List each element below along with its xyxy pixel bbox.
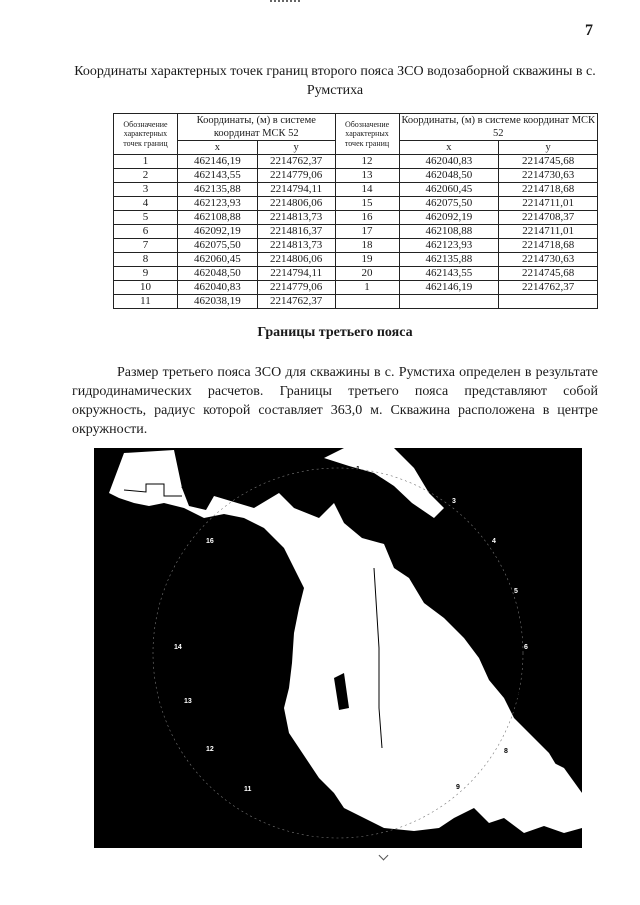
right-x-value: 462123,93 (399, 239, 499, 253)
right-y-value: 2214730,63 (499, 169, 598, 183)
right-y-value: 2214745,68 (499, 155, 598, 169)
page-number: 7 (585, 22, 593, 39)
left-x-value: 462075,50 (177, 239, 257, 253)
map-label-5: 5 (514, 588, 518, 595)
zone-map-image (94, 448, 582, 848)
table-row (114, 211, 598, 225)
right-point-id: 1 (335, 281, 399, 295)
table-row (114, 239, 598, 253)
left-point-id: 6 (114, 225, 178, 239)
left-x-value: 462092,19 (177, 225, 257, 239)
map-label-1: 1 (356, 466, 360, 473)
right-x-value: 462048,50 (399, 169, 499, 183)
section-heading: Границы третьего пояса (257, 325, 413, 340)
header-y-right: у (499, 141, 598, 155)
left-y-value: 2214794,11 (257, 183, 335, 197)
right-y-value: 2214730,63 (499, 253, 598, 267)
body-paragraph: Размер третьего пояса ЗСО для скважины в с. Румстиха определен в результате гидродинамических расчетов. Границы третьего пояса представляют собой окружность, радиус которой составляет 363,0 м. Скважина расположена в центре окружности. (72, 365, 598, 437)
right-x-value: 462060,45 (399, 183, 499, 197)
left-x-value: 462146,19 (177, 155, 257, 169)
right-y-value: 2214711,01 (499, 225, 598, 239)
table-row (114, 267, 598, 281)
header-coords-left: Координаты, (м) в системе координат МСК 52 (177, 114, 335, 141)
map-white-strip (324, 448, 444, 518)
right-y-value: 2214718,68 (499, 239, 598, 253)
right-x-value: 462040,83 (399, 155, 499, 169)
header-x-right: х (399, 141, 499, 155)
map-label-10: 10 (294, 810, 302, 817)
right-point-id: 16 (335, 211, 399, 225)
map-label-2: 2 (406, 476, 410, 483)
left-y-value: 2214762,37 (257, 295, 335, 309)
right-y-value (499, 295, 598, 309)
map-label-9: 9 (456, 784, 460, 791)
right-point-id: 12 (335, 155, 399, 169)
scan-mark-bottom (379, 851, 389, 861)
table-caption: Координаты характерных точек границ второго пояса ЗСО водозаборной скважины в с. Румстиха (74, 64, 596, 98)
map-label-8: 8 (504, 748, 508, 755)
left-point-id: 11 (114, 295, 178, 309)
table-row (114, 155, 598, 169)
scan-mark (270, 0, 300, 5)
coordinates-table-body (114, 155, 598, 309)
left-y-value: 2214794,11 (257, 267, 335, 281)
right-x-value (399, 295, 499, 309)
table-row (114, 281, 598, 295)
map-label-16: 16 (206, 538, 214, 545)
left-x-value: 462060,45 (177, 253, 257, 267)
left-y-value: 2214813,73 (257, 211, 335, 225)
left-point-id: 9 (114, 267, 178, 281)
left-y-value: 2214779,06 (257, 281, 335, 295)
left-x-value: 462143,55 (177, 169, 257, 183)
left-point-id: 5 (114, 211, 178, 225)
left-point-id: 8 (114, 253, 178, 267)
table-row (114, 183, 598, 197)
map-label-13: 13 (184, 698, 192, 705)
right-y-value: 2214718,68 (499, 183, 598, 197)
left-point-id: 2 (114, 169, 178, 183)
table-row (114, 197, 598, 211)
left-x-value: 462038,19 (177, 295, 257, 309)
right-point-id: 14 (335, 183, 399, 197)
right-y-value: 2214745,68 (499, 267, 598, 281)
left-y-value: 2214813,73 (257, 239, 335, 253)
right-point-id: 15 (335, 197, 399, 211)
right-point-id: 18 (335, 239, 399, 253)
left-y-value: 2214806,06 (257, 253, 335, 267)
right-x-value: 462108,88 (399, 225, 499, 239)
table-row (114, 253, 598, 267)
left-x-value: 462108,88 (177, 211, 257, 225)
left-x-value: 462123,93 (177, 197, 257, 211)
table-row (114, 295, 598, 309)
map-label-7: 7 (516, 693, 520, 700)
left-x-value: 462135,88 (177, 183, 257, 197)
left-y-value: 2214779,06 (257, 169, 335, 183)
left-y-value: 2214816,37 (257, 225, 335, 239)
left-y-value: 2214762,37 (257, 155, 335, 169)
header-y-left: у (257, 141, 335, 155)
map-label-15: 15 (180, 588, 188, 595)
left-point-id: 4 (114, 197, 178, 211)
right-y-value: 2214711,01 (499, 197, 598, 211)
map-drawing (94, 448, 582, 848)
right-point-id: 19 (335, 253, 399, 267)
map-label-11: 11 (244, 786, 252, 793)
right-x-value: 462143,55 (399, 267, 499, 281)
left-point-id: 1 (114, 155, 178, 169)
map-label-3: 3 (452, 498, 456, 505)
map-label-6: 6 (524, 644, 528, 651)
right-x-value: 462092,19 (399, 211, 499, 225)
left-x-value: 462040,83 (177, 281, 257, 295)
map-label-14: 14 (174, 644, 182, 651)
right-point-id: 20 (335, 267, 399, 281)
map-label-4: 4 (492, 538, 496, 545)
table-row (114, 169, 598, 183)
coordinates-table (113, 113, 598, 309)
header-designation-right: Обозначение характерных точек границ (335, 114, 399, 155)
right-y-value: 2214708,37 (499, 211, 598, 225)
right-point-id: 17 (335, 225, 399, 239)
right-x-value: 462146,19 (399, 281, 499, 295)
right-x-value: 462075,50 (399, 197, 499, 211)
right-y-value: 2214762,37 (499, 281, 598, 295)
header-x-left: х (177, 141, 257, 155)
left-point-id: 3 (114, 183, 178, 197)
right-x-value: 462135,88 (399, 253, 499, 267)
right-point-id: 13 (335, 169, 399, 183)
left-y-value: 2214806,06 (257, 197, 335, 211)
table-row (114, 225, 598, 239)
left-x-value: 462048,50 (177, 267, 257, 281)
header-designation-left: Обозначение характерных точек границ (114, 114, 178, 155)
header-coords-right: Координаты, (м) в системе координат МСК 52 (399, 114, 598, 141)
map-label-12: 12 (206, 746, 214, 753)
right-point-id (335, 295, 399, 309)
left-point-id: 7 (114, 239, 178, 253)
left-point-id: 10 (114, 281, 178, 295)
